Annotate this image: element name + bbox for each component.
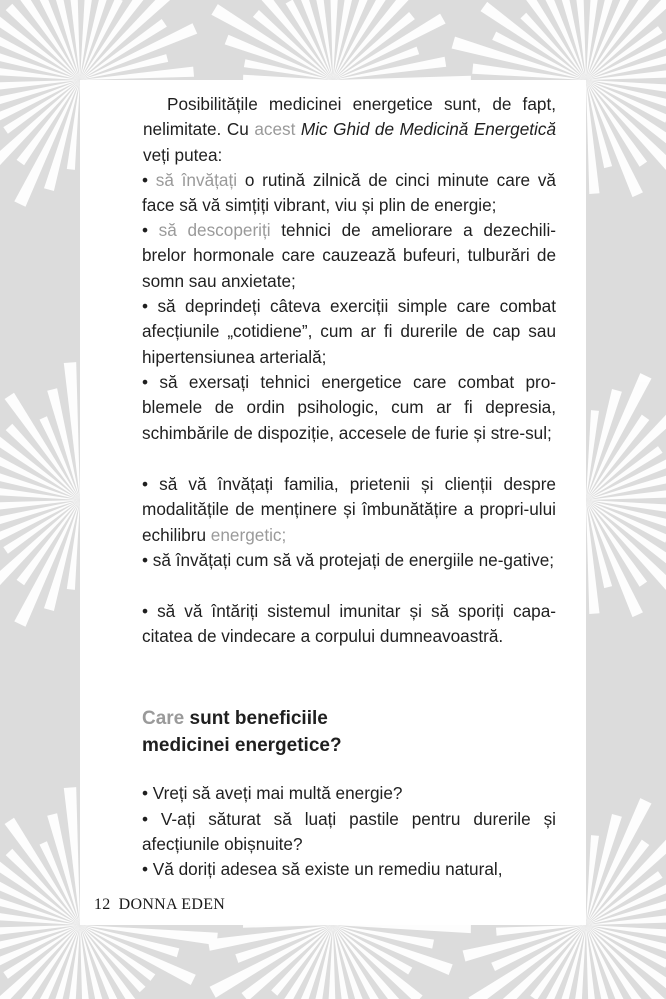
bullet-marker: •: [142, 170, 156, 190]
bullet-highlight: să descoperiți: [158, 220, 271, 240]
bullet-marker: •: [142, 550, 153, 570]
bullet-highlight: să învățați: [155, 170, 238, 190]
running-author: DONNA EDEN: [118, 896, 226, 913]
book-title: Mic Ghid de Medicină Energetică: [300, 119, 556, 140]
bullet-marker: •: [142, 474, 160, 494]
intro-paragraph: [143, 92, 556, 168]
bullet-text: să învățați cum să vă protejați de energiile ne-gative;: [152, 550, 555, 570]
bullet-marker: •: [142, 859, 153, 879]
list-item: [142, 472, 556, 548]
heading-line-2: medicinei energetice?: [142, 735, 342, 756]
list-item: [142, 168, 556, 219]
list-item: [142, 218, 556, 294]
bullet-marker: •: [142, 372, 160, 392]
list-item: [142, 857, 556, 882]
intro-highlight: acest: [254, 119, 296, 140]
bullet-marker: •: [142, 783, 153, 803]
list-item: [142, 548, 556, 573]
bullet-text: să vă întăriți sistemul imunitar și să sporiți capa-citatea de vindecare a corpului dumneavoastră.: [142, 601, 556, 647]
page-number: 12: [94, 896, 111, 913]
list-item: [142, 294, 556, 370]
list-item: [142, 599, 556, 650]
list-item: [142, 370, 556, 446]
bullet-text: Vreți să aveți mai multă energie?: [152, 783, 403, 803]
intro-text: Posibilitățile medicinei energetice sunt, de fapt, nelimitate. Cu: [143, 94, 556, 140]
list-item: [142, 807, 556, 858]
bullet-text: să vă învățați familia, prietenii și clienții despre modalitățile de menținere și îmbunătățire a propri-ului echilibru: [142, 474, 556, 545]
bullet-marker: •: [142, 220, 159, 240]
section-heading: [142, 705, 556, 759]
bullet-marker: •: [142, 296, 158, 316]
page-footer: [94, 896, 233, 914]
list-item: [142, 781, 556, 806]
book-page: [80, 80, 586, 925]
heading-highlight: Care: [142, 708, 185, 729]
bullet-text: Vă doriți adesea să existe un remediu natural,: [152, 859, 503, 879]
bullet-text: să deprindeți câteva exerciții simple care combat afecțiunile „cotidiene”, cum ar fi durerile de cap sau hipertensiunea arterială;: [142, 296, 557, 367]
bullet-text: tehnici de ameliorare a dezechili-brelor hormonale care cauzează bufeuri, tulburări de somn sau anxietate;: [142, 220, 556, 291]
bullet-marker: •: [142, 601, 158, 621]
bullet-highlight: energetic;: [210, 524, 287, 545]
bullet-text: V-ați săturat să luați pastile pentru durerile și afecțiunile obișnuite?: [142, 809, 556, 855]
bullet-text: să exersați tehnici energetice care combat pro-blemele de ordin psihologic, cum ar fi depresia, schimbările de dispoziție, accesele de furie și stre-sul;: [142, 372, 557, 443]
heading-line-1: sunt beneficiile: [184, 708, 328, 729]
bullet-marker: •: [142, 809, 161, 829]
bullet-text: o rutină zilnică de cinci minute care vă face să vă simțiți vibrant, viu și plin de energie;: [142, 170, 556, 216]
intro-text-end: veți putea:: [143, 144, 223, 165]
